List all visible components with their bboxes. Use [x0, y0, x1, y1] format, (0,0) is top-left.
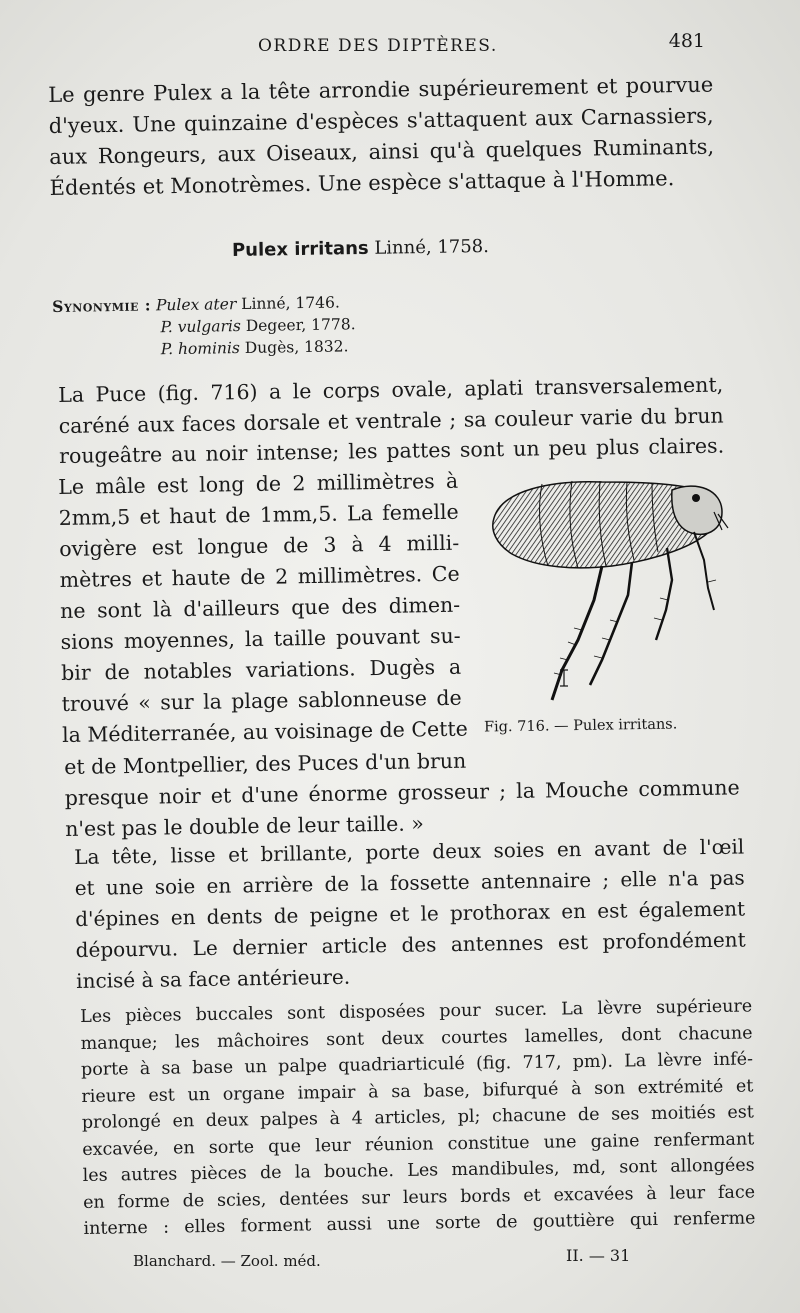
- text-line: manque; les mâchoires sont deux courtes lamelles, dont chacune: [80, 1022, 753, 1054]
- species-heading: [232, 236, 489, 261]
- synonymy-row: [53, 335, 356, 362]
- intro-paragraph: [48, 70, 715, 204]
- footer-signature: Blanchard. — Zool. méd.: [133, 1252, 321, 1270]
- page-header: [0, 26, 800, 66]
- synonym-name: P. hominis: [160, 339, 240, 359]
- text-line: sions moyennes, la taille pouvant su-: [60, 623, 461, 654]
- page-number: 481: [668, 30, 705, 52]
- text-line: interne : elles forment aussi une sorte de gouttière qui renferme: [83, 1208, 756, 1239]
- description-paragraph-bottom: [64, 741, 740, 845]
- text-line: Les pièces buccales sont disposées pour sucer. La lèvre supérieure: [80, 996, 753, 1027]
- text-line: mètres et haute de 2 millimètres. Ce: [59, 561, 460, 592]
- synonymy-label: Synonymie :: [52, 295, 152, 316]
- text-line: d'yeux. Une quinzaine d'espèces s'attaquent aux Carnassiers,: [48, 103, 714, 138]
- description-paragraph-top: [58, 370, 724, 472]
- synonymy-list: [52, 291, 356, 362]
- synonym-author: Linné, 1746.: [241, 293, 340, 314]
- synonym-author: Degeer, 1778.: [245, 315, 356, 335]
- synonym-name: P. vulgaris: [160, 317, 241, 337]
- text-line: n'est pas le double de leur taille. »: [65, 811, 424, 841]
- text-line: aux Rongeurs, aux Oiseaux, ainsi qu'à quelques Ruminants,: [49, 134, 715, 169]
- text-line: ne sont là d'ailleurs que des dimen-: [59, 592, 461, 623]
- text-line: et une soie en arrière de la fossette antennaire ; elle n'a pas: [74, 865, 745, 900]
- text-line: Le genre Pulex a la tête arrondie supérieurement et pourvue: [48, 72, 714, 107]
- figure-caption: Fig. 716. — Pulex irritans.: [483, 716, 678, 736]
- text-line: trouvé « sur la plage sablonneuse de: [61, 685, 462, 716]
- species-authority: Linné, 1758.: [374, 235, 490, 259]
- text-line: bir de notables variations. Dugès a: [60, 654, 462, 685]
- text-line: rougeâtre au noir intense; les pattes sont un peu plus claires.: [59, 433, 725, 468]
- text-line: 2mm,5 et haut de 1mm,5. La femelle: [58, 499, 459, 530]
- text-line: Édentés et Monotrèmes. Une espèce s'attaque à l'Homme.: [49, 166, 675, 200]
- text-line: en forme de scies, dentées sur leurs bords et excavées à leur face: [82, 1181, 756, 1213]
- text-line: presque noir et d'une énorme grosseur ; la Mouche commune: [64, 775, 740, 810]
- page-footer: [0, 1244, 800, 1284]
- mouthparts-paragraph: [80, 993, 756, 1242]
- text-line: prolongé en deux palpes à 4 articles, pl; chacune de ses moitiés est: [81, 1102, 754, 1133]
- text-line: caréné aux faces dorsale et ventrale ; sa couleur varie du brun: [58, 403, 724, 438]
- text-line: incisé à sa face antérieure.: [75, 964, 351, 993]
- species-name: Pulex irritans: [231, 237, 369, 262]
- text-line: porte à sa base un palpe quadriarticulé (fig. 717, pm). La lèvre infé-: [80, 1049, 754, 1080]
- footer-volume: II. — 31: [566, 1246, 631, 1265]
- text-line: ovigère est longue de 3 à 4 milli-: [59, 530, 460, 561]
- text-line: la Méditerranée, au voisinage de Cette: [61, 716, 468, 747]
- head-paragraph: [74, 831, 746, 997]
- text-line: dépourvu. Le dernier article des antennes est profondément: [75, 927, 746, 962]
- figure-716: [482, 470, 744, 745]
- text-line: La Puce (fig. 716) a le corps ovale, aplati transversalement,: [58, 372, 724, 407]
- text-line: et de Montpellier, des Puces d'un brun: [64, 748, 467, 779]
- text-line: rieure est un organe impair à sa base, bifurqué à son extrémité et: [81, 1075, 754, 1107]
- text-line: La tête, lisse et brillante, porte deux soies en avant de l'œil: [74, 834, 745, 869]
- running-title: ORDRE DES DIPTÈRES.: [258, 36, 498, 56]
- flea-illustration: [482, 470, 744, 710]
- text-line: d'épines en dents de peigne et le prothorax en est également: [75, 896, 746, 931]
- text-line: les autres pièces de la bouche. Les mandibules, md, sont allongées: [82, 1155, 755, 1186]
- synonym-name: Pulex ater: [155, 295, 237, 315]
- text-line: Le mâle est long de 2 millimètres à: [58, 468, 459, 499]
- description-paragraph-narrow: [58, 466, 468, 751]
- text-line: excavée, en sorte que leur réunion constitue une gaine renfermant: [82, 1128, 755, 1160]
- synonym-author: Dugès, 1832.: [244, 337, 349, 357]
